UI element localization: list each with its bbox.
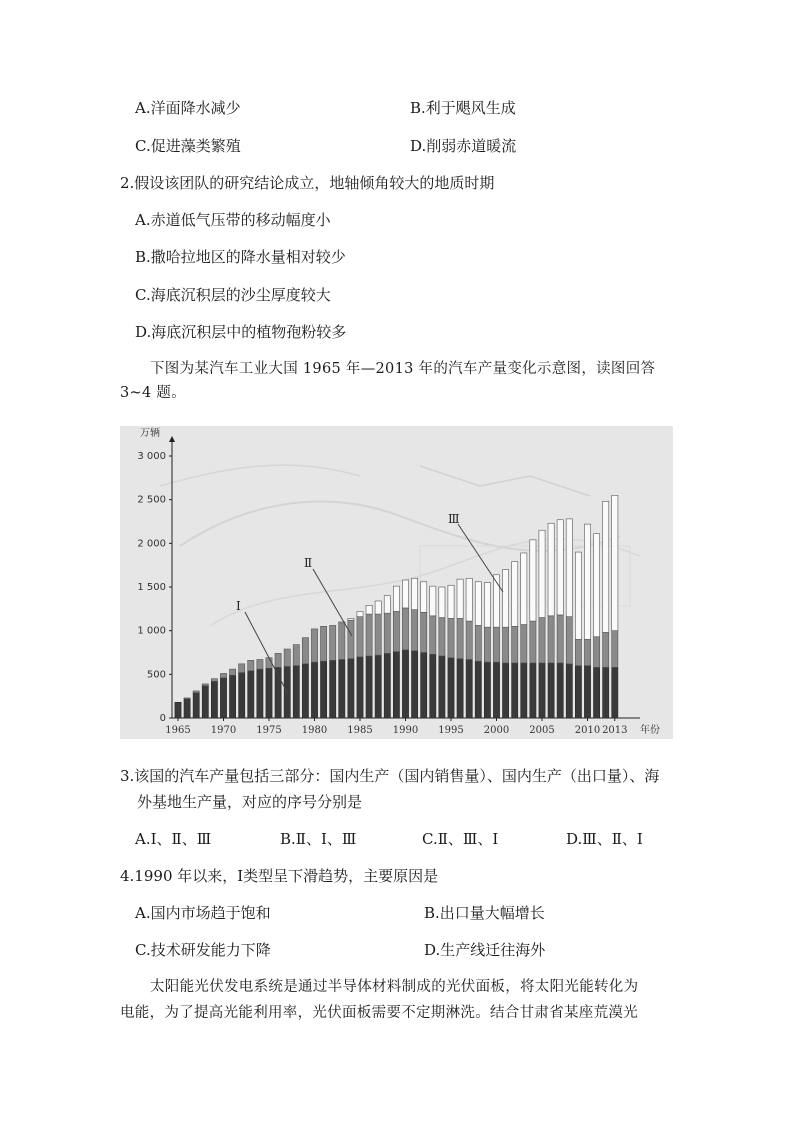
bar-series-2 (311, 629, 317, 662)
annotation-series-3 (448, 512, 503, 592)
passage-line-2: 电能，为了提高光能利用率，光伏面板需要不定期淋洗。结合甘肃省某座荒漠光 (120, 1005, 638, 1021)
x-axis-label: 年份 (640, 725, 660, 736)
bar-series-2 (421, 612, 427, 652)
bar-series-3 (393, 586, 399, 611)
bar-series-1 (548, 663, 554, 718)
bar-series-1 (375, 655, 381, 718)
bar-series-3 (612, 495, 618, 630)
car-production-chart (120, 426, 673, 739)
bar-series-3 (539, 530, 545, 617)
q2-option-c: C.海底沉积层的沙尘厚度较大 (135, 286, 331, 304)
bar-series-2 (566, 617, 572, 664)
q4-option-c: C.技术研发能力下降 (135, 941, 271, 959)
q4-stem: 4.1990 年以来，Ⅰ类型呈下滑趋势，主要原因是 (120, 867, 439, 885)
bar-series-2 (193, 691, 199, 693)
bar-series-3 (375, 601, 381, 614)
bar-series-3 (439, 587, 445, 618)
bar-series-2 (293, 645, 299, 666)
intro-line-2: 3~4 题。 (120, 385, 187, 401)
q1-option-c: C.促进藻类繁殖 (135, 137, 241, 155)
bar-series-2 (284, 649, 290, 666)
bar-series-1 (330, 660, 336, 718)
bar-series-2 (202, 684, 208, 686)
bar-series-2 (257, 659, 263, 669)
y-tick-label: 2 000 (137, 538, 166, 550)
q3-option-c: C.Ⅱ、Ⅲ、Ⅰ (422, 830, 499, 848)
bar-series-2 (230, 669, 236, 675)
bar-series-1 (357, 657, 363, 718)
bar-series-2 (184, 698, 190, 699)
bar-series-2 (248, 660, 254, 670)
y-axis-arrow (169, 436, 175, 442)
bar-series-3 (421, 582, 427, 613)
bar-series-3 (384, 596, 390, 613)
bar-series-1 (184, 699, 190, 718)
bar-series-1 (457, 659, 463, 718)
x-tick-label: 1995 (438, 725, 464, 736)
y-tick-label: 500 (146, 669, 166, 681)
bar-series-2 (211, 679, 217, 682)
bar-series-3 (521, 553, 527, 625)
bar-series-2 (521, 625, 527, 663)
bar-series-2 (448, 618, 454, 657)
passage-line-1: 太阳能光伏发电系统是通过半导体材料制成的光伏面板，将太阳光能转化为 (150, 979, 639, 995)
bar-series-2 (575, 639, 581, 665)
q3-option-d: D.Ⅲ、Ⅱ、Ⅰ (566, 830, 643, 848)
bar-series-2 (339, 623, 345, 660)
bar-series-1 (412, 651, 418, 718)
bar-series-2 (430, 616, 436, 654)
bar-series-2 (402, 608, 408, 650)
bar-series-1 (366, 656, 372, 718)
bar-series-1 (175, 702, 181, 718)
bar-series-1 (603, 667, 609, 718)
bar-series-1 (493, 662, 499, 718)
bar-series-3 (566, 519, 572, 617)
bar-series-2 (475, 625, 481, 661)
bar-series-1 (302, 664, 308, 718)
y-tick-label: 1 000 (137, 625, 166, 637)
bar-series-2 (321, 626, 327, 661)
bar-series-2 (375, 614, 381, 655)
bar-series-3 (430, 586, 436, 616)
bar-series-2 (512, 626, 518, 663)
bar-series-3 (503, 570, 509, 628)
bar-series-1 (211, 681, 217, 718)
bar-series-1 (193, 693, 199, 718)
q1-option-d: D.削弱赤道暖流 (410, 137, 517, 155)
q1-option-a: A.洋面降水减少 (135, 99, 241, 117)
y-tick-label: 3 000 (137, 451, 166, 462)
bar-series-3 (412, 578, 418, 609)
bar-series-3 (457, 579, 463, 618)
x-tick-label: 1970 (210, 725, 237, 736)
q2-option-d: D.海底沉积层中的植物孢粉较多 (135, 323, 347, 341)
bar-series-1 (348, 659, 354, 718)
q4-option-d: D.生产线迁往海外 (424, 941, 546, 959)
bar-series-3 (348, 618, 354, 620)
bar-series-2 (239, 664, 245, 673)
x-tick-label: 1965 (165, 725, 191, 736)
bar-series-2 (457, 618, 463, 658)
bar-series-2 (357, 617, 363, 657)
bar-series-1 (475, 661, 481, 718)
y-tick-label: 1 500 (137, 582, 166, 593)
bar-series-2 (384, 613, 390, 653)
bar-series-2 (603, 632, 609, 667)
bar-series-1 (339, 659, 345, 718)
bar-series-2 (275, 653, 281, 667)
bar-series-1 (266, 668, 272, 718)
bar-series-2 (530, 621, 536, 663)
bar-series-1 (566, 664, 572, 718)
bar-series-2 (466, 621, 472, 659)
bar-series-2 (366, 614, 372, 656)
bar-series-1 (239, 673, 245, 718)
svg-text:Ⅱ: Ⅱ (304, 556, 313, 570)
bar-series-1 (311, 662, 317, 718)
bar-series-2 (330, 625, 336, 660)
bar-series-1 (448, 658, 454, 718)
bar-series-1 (503, 663, 509, 718)
bar-series-1 (293, 666, 299, 718)
bar-series-3 (366, 605, 372, 614)
x-tick-label: 2000 (483, 725, 510, 736)
bar-series-2 (220, 673, 226, 677)
bar-series-3 (603, 501, 609, 632)
q3-stem-line-1: 3.该国的汽车产量包括三部分：国内生产（国内销售量）、国内生产（出口量）、海 (120, 767, 660, 785)
bar-series-1 (439, 656, 445, 718)
q4-option-b: B.出口量大幅增长 (424, 904, 545, 922)
bar-series-2 (348, 620, 354, 658)
q3-stem-line-2: 外基地生产量，对应的序号分别是 (137, 793, 363, 811)
bar-series-1 (530, 663, 536, 718)
bar-series-3 (548, 523, 554, 616)
bar-series-2 (539, 618, 545, 663)
bar-series-2 (302, 638, 308, 664)
bar-series-2 (503, 627, 509, 663)
bar-series-1 (257, 669, 263, 718)
intro-line-1: 下图为某汽车工业大国 1965 年—2013 年的汽车产量变化示意图，读图回答 (150, 361, 656, 377)
y-axis-label: 万辆 (140, 428, 160, 439)
bar-series-1 (384, 653, 390, 718)
bar-series-2 (393, 611, 399, 651)
bar-series-3 (512, 562, 518, 627)
y-tick-label: 2 500 (137, 494, 166, 506)
bar-series-1 (393, 652, 399, 718)
bar-series-1 (248, 671, 254, 718)
bar-series-3 (584, 524, 590, 639)
bar-series-3 (357, 611, 363, 616)
bar-series-2 (484, 627, 490, 662)
bar-series-3 (575, 552, 581, 639)
bar-series-1 (484, 662, 490, 718)
q1-option-b: B.利于飓风生成 (410, 99, 516, 117)
bar-series-3 (557, 520, 563, 615)
bar-series-1 (557, 663, 563, 718)
bar-series-3 (594, 534, 600, 637)
q2-option-a: A.赤道低气压带的移动幅度小 (135, 211, 331, 229)
x-tick-label: 2013 (602, 725, 628, 736)
x-tick-label: 2005 (529, 725, 555, 736)
bar-series-3 (466, 578, 472, 621)
q3-option-b: B.Ⅱ、Ⅰ、Ⅲ (280, 830, 357, 848)
bar-series-2 (548, 616, 554, 663)
bar-series-1 (321, 661, 327, 718)
bar-series-3 (448, 585, 454, 618)
bar-series-2 (612, 631, 618, 668)
q2-stem: 2.假设该团队的研究结论成立，地轴倾角较大的地质时期 (120, 174, 495, 192)
bar-series-2 (584, 639, 590, 665)
bar-series-1 (220, 678, 226, 718)
annotation-series-2 (304, 556, 352, 636)
bar-series-2 (594, 637, 600, 668)
q3-option-a: A.Ⅰ、Ⅱ、Ⅲ (135, 830, 212, 848)
bar-series-1 (539, 663, 545, 718)
bar-series-1 (230, 675, 236, 718)
svg-text:Ⅰ: Ⅰ (236, 599, 241, 613)
y-tick-label: 0 (159, 713, 166, 724)
bar-series-2 (439, 618, 445, 656)
q2-option-b: B.撒哈拉地区的降水量相对较少 (135, 248, 346, 266)
bar-series-2 (412, 610, 418, 651)
bar-series-1 (202, 686, 208, 718)
x-tick-label: 1985 (347, 725, 373, 736)
bar-series-1 (402, 650, 408, 718)
bar-series-1 (421, 653, 427, 719)
bar-series-1 (594, 667, 600, 718)
bar-series-1 (466, 659, 472, 718)
bar-series-1 (521, 663, 527, 718)
x-tick-label: 2010 (574, 725, 601, 736)
x-tick-label: 1990 (392, 725, 419, 736)
bar-series-1 (512, 663, 518, 718)
bar-series-1 (612, 667, 618, 718)
bar-series-1 (430, 654, 436, 718)
q4-option-a: A.国内市场趋于饱和 (135, 904, 271, 922)
bar-series-1 (575, 666, 581, 718)
bar-series-2 (557, 615, 563, 663)
x-tick-label: 1975 (256, 725, 282, 736)
bar-series-1 (584, 666, 590, 718)
bar-series-3 (475, 582, 481, 626)
bar-series-3 (402, 580, 408, 608)
bar-series-3 (530, 540, 536, 621)
x-tick-label: 1980 (301, 725, 328, 736)
bar-series-3 (484, 583, 490, 628)
svg-text:Ⅲ: Ⅲ (448, 512, 460, 526)
bar-series-2 (493, 627, 499, 662)
